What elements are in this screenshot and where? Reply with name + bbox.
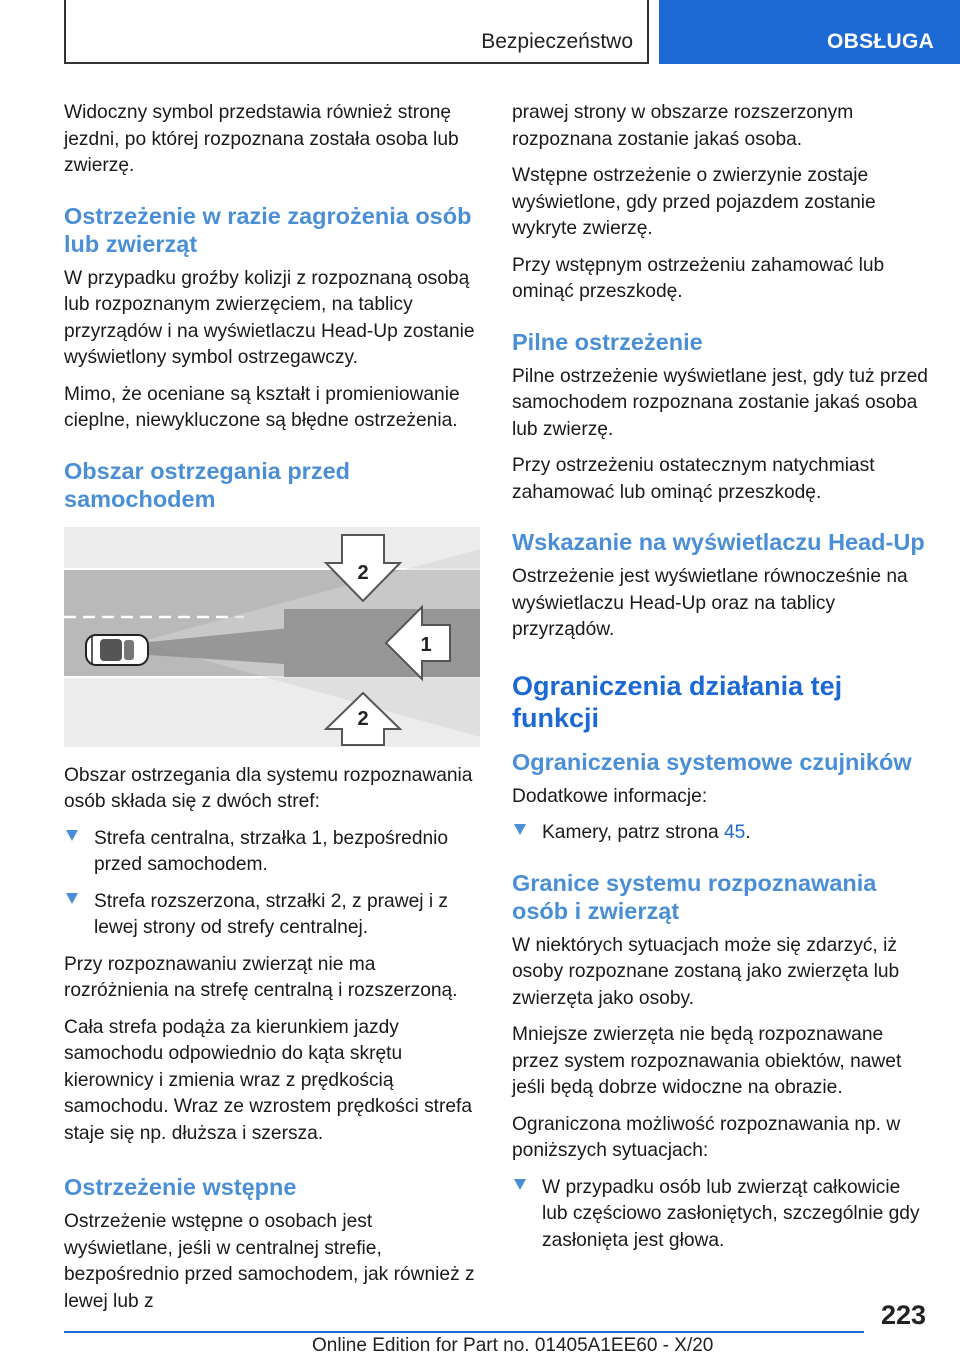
zone-list [64,826,480,942]
footer-divider [64,1331,864,1333]
warning-area-figure [64,527,480,747]
arrow-label-center: 1 [420,633,432,656]
limits-list [512,1175,930,1255]
heading-pre-warning: Ostrzeżenie wstępne [64,1174,297,1200]
heading-urgent-warning: Pilne ostrzeżenie [512,328,703,355]
triangle-bullet-icon [514,1179,526,1190]
paragraph: Obszar ostrzegania dla systemu rozpoznawania osób składa się z dwóch stref: [64,764,473,812]
paragraph: W niektórych sytuacjach może się zdarzyć, iż osoby rozpoznane zostaną jako zwierzęta lub zwierzęta jako osoby. [512,934,900,1009]
page-number: 223 [880,1300,926,1330]
arrow-label-bottom: 2 [357,707,369,730]
triangle-bullet-icon [514,824,526,835]
list-item: Strefa rozszerzona, strzałki 2, z prawej i z lewej strony od strefy centralnej. [64,889,480,942]
paragraph: Dodatkowe informacje: [512,785,708,807]
heading-sensor-limits: Ograniczenia systemowe czujników [512,748,912,775]
page-link-45[interactable]: 45 [724,822,746,843]
list-item: Strefa centralna, strzałka 1, bezpośrednio przed samochodem. [64,826,480,879]
header-frame [64,0,649,64]
header-section-title: Bezpieczeństwo [481,30,633,53]
list-item: Kamery, patrz strona 45. [512,820,930,847]
footer-edition: Online Edition for Part no. 01405A1EE60 - X/20 [312,1335,714,1356]
heading-recognition-limits: Granice systemu rozpoznawania osób i zwierząt [512,869,877,924]
arrow-label-top: 2 [357,561,369,584]
paragraph: Przy wstępnym ostrzeżeniu zahamować lub ominąć przeszkodę. [512,254,885,302]
warning-area-diagram [64,527,480,747]
triangle-bullet-icon [66,830,78,841]
paragraph: Mniejsze zwierzęta nie będą rozpoznawane przez system rozpoznawania obiektów, nawet jeśli będą dobrze widoczne na obrazie. [512,1024,902,1098]
sensor-list [512,820,930,847]
paragraph: Cała strefa podąża za kierunkiem jazdy samochodu odpowiednio do kąta skrętu kierownicy i zmienia wraz z prędkością samochodu. Wraz ze wzrostem prędkości strefa staje się np. dłuższa i szersza. [64,1016,473,1144]
left-column [64,100,480,1325]
paragraph: Widoczny symbol przedstawia również stronę jezdni, po której rozpoznana została osoba lub zwierzę. [64,102,459,176]
paragraph: Ograniczona możliwość rozpoznawania np. w poniższych sytuacjach: [512,1113,901,1161]
paragraph: Pilne ostrzeżenie wyświetlane jest, gdy tuż przed samochodem rozpoznana zostanie jakaś osoba lub zwierzę. [512,365,928,440]
paragraph: prawej strony w obszarze rozszerzonym rozpoznana zostanie jakaś osoba. [512,102,854,150]
heading-warning: Ostrzeżenie w razie zagrożenia osób lub zwierząt [64,202,472,257]
paragraph: Ostrzeżenie wstępne o osobach jest wyświetlane, jeśli w centralnej strefie, bezpośrednio przed samochodem, jak również z lewej lub z [64,1211,475,1312]
heading-hud: Wskazanie na wyświetlaczu Head-Up [512,529,925,555]
header-tab-obsluga[interactable]: OBSŁUGA [659,0,960,64]
paragraph: Mimo, że oceniane są kształt i promieniowanie cieplne, niewykluczone są błędne ostrzeżenia. [64,383,460,431]
car-icon [86,635,148,665]
paragraph: Przy rozpoznawaniu zwierząt nie ma rozróżnienia na strefę centralną i rozszerzoną. [64,953,458,1001]
list-item: W przypadku osób lub zwierząt całkowicie lub częściowo zasłoniętych, szczególnie gdy zasłonięta jest głowa. [512,1175,930,1255]
paragraph: Ostrzeżenie jest wyświetlane równocześnie na wyświetlaczu Head-Up oraz na tablicy przyrządów. [512,566,908,640]
right-column [512,100,930,1264]
heading-limits: Ograniczenia działania tej funkcji [512,670,843,733]
paragraph: Przy ostrzeżeniu ostatecznym natychmiast zahamować lub ominąć przeszkodę. [512,455,875,503]
triangle-bullet-icon [66,893,78,904]
heading-warning-area: Obszar ostrzegania przed samochodem [64,457,350,512]
paragraph: Wstępne ostrzeżenie o zwierzynie zostaje wyświetlone, gdy przed pojazdem zostanie wykryte zwierzę. [512,165,876,239]
paragraph: W przypadku groźby kolizji z rozpoznaną osobą lub rozpoznanym zwierzęciem, na tablicy przyrządów i na wyświetlaczu Head-Up zostanie wyświetlony symbol ostrzegawczy. [64,267,475,368]
